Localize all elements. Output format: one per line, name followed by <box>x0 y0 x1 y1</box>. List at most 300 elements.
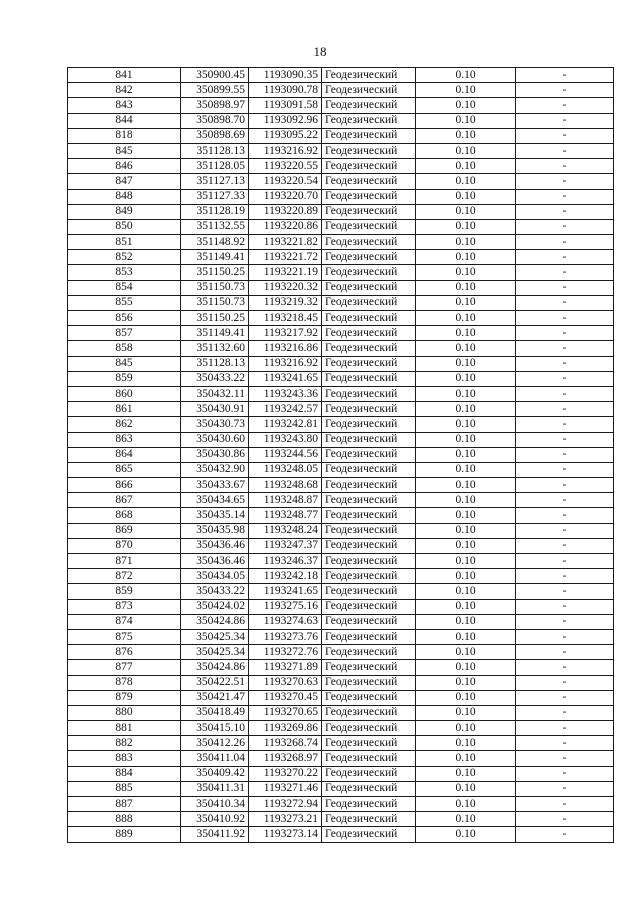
method-cell: Геодезический <box>322 189 416 204</box>
accuracy-cell: 0.10 <box>416 675 516 690</box>
x-coordinate-cell: 350898.70 <box>181 113 249 128</box>
note-cell: - <box>516 68 614 83</box>
point-number-cell: 864 <box>68 447 181 462</box>
accuracy-cell: 0.10 <box>416 584 516 599</box>
method-cell: Геодезический <box>322 68 416 83</box>
table-row <box>68 766 614 781</box>
method-cell: Геодезический <box>322 432 416 447</box>
x-coordinate-cell: 351127.13 <box>181 174 249 189</box>
point-number-cell: 848 <box>68 189 181 204</box>
note-cell: - <box>516 751 614 766</box>
note-cell: - <box>516 812 614 827</box>
note-cell: - <box>516 417 614 432</box>
method-cell: Геодезический <box>322 766 416 781</box>
x-coordinate-cell: 350436.46 <box>181 554 249 569</box>
y-coordinate-cell: 1193274.63 <box>249 614 322 629</box>
point-number-cell: 861 <box>68 402 181 417</box>
x-coordinate-cell: 350436.46 <box>181 538 249 553</box>
accuracy-cell: 0.10 <box>416 356 516 371</box>
x-coordinate-cell: 350421.47 <box>181 690 249 705</box>
table-row <box>68 675 614 690</box>
table-row <box>68 68 614 83</box>
method-cell: Геодезический <box>322 341 416 356</box>
note-cell: - <box>516 386 614 401</box>
table-row <box>68 402 614 417</box>
note-cell: - <box>516 341 614 356</box>
y-coordinate-cell: 1193218.45 <box>249 311 322 326</box>
accuracy-cell: 0.10 <box>416 128 516 143</box>
point-number-cell: 855 <box>68 295 181 310</box>
point-number-cell: 850 <box>68 219 181 234</box>
y-coordinate-cell: 1193270.63 <box>249 675 322 690</box>
note-cell: - <box>516 554 614 569</box>
method-cell: Геодезический <box>322 98 416 113</box>
x-coordinate-cell: 350432.11 <box>181 386 249 401</box>
x-coordinate-cell: 350899.55 <box>181 83 249 98</box>
point-number-cell: 882 <box>68 736 181 751</box>
x-coordinate-cell: 351127.33 <box>181 189 249 204</box>
y-coordinate-cell: 1193092.96 <box>249 113 322 128</box>
point-number-cell: 853 <box>68 265 181 280</box>
table-row <box>68 569 614 584</box>
table-row <box>68 98 614 113</box>
table-row <box>68 204 614 219</box>
method-cell: Геодезический <box>322 523 416 538</box>
table-row <box>68 827 614 842</box>
y-coordinate-cell: 1193272.76 <box>249 645 322 660</box>
x-coordinate-cell: 350424.86 <box>181 660 249 675</box>
point-number-cell: 863 <box>68 432 181 447</box>
note-cell: - <box>516 721 614 736</box>
y-coordinate-cell: 1193216.92 <box>249 356 322 371</box>
x-coordinate-cell: 350434.65 <box>181 493 249 508</box>
method-cell: Геодезический <box>322 736 416 751</box>
table-row <box>68 432 614 447</box>
method-cell: Геодезический <box>322 113 416 128</box>
x-coordinate-cell: 351128.13 <box>181 356 249 371</box>
note-cell: - <box>516 523 614 538</box>
accuracy-cell: 0.10 <box>416 447 516 462</box>
x-coordinate-cell: 350433.22 <box>181 584 249 599</box>
y-coordinate-cell: 1193270.22 <box>249 766 322 781</box>
table-row <box>68 721 614 736</box>
method-cell: Геодезический <box>322 386 416 401</box>
x-coordinate-cell: 350418.49 <box>181 705 249 720</box>
coordinates-table-body <box>68 68 614 843</box>
accuracy-cell: 0.10 <box>416 280 516 295</box>
method-cell: Геодезический <box>322 143 416 158</box>
note-cell: - <box>516 113 614 128</box>
method-cell: Геодезический <box>322 128 416 143</box>
accuracy-cell: 0.10 <box>416 766 516 781</box>
point-number-cell: 873 <box>68 599 181 614</box>
note-cell: - <box>516 675 614 690</box>
y-coordinate-cell: 1193220.86 <box>249 219 322 234</box>
method-cell: Геодезический <box>322 508 416 523</box>
accuracy-cell: 0.10 <box>416 98 516 113</box>
table-row <box>68 599 614 614</box>
point-number-cell: 879 <box>68 690 181 705</box>
note-cell: - <box>516 128 614 143</box>
accuracy-cell: 0.10 <box>416 812 516 827</box>
method-cell: Геодезический <box>322 690 416 705</box>
table-row <box>68 417 614 432</box>
accuracy-cell: 0.10 <box>416 204 516 219</box>
accuracy-cell: 0.10 <box>416 326 516 341</box>
method-cell: Геодезический <box>322 629 416 644</box>
method-cell: Геодезический <box>322 447 416 462</box>
method-cell: Геодезический <box>322 569 416 584</box>
x-coordinate-cell: 350411.04 <box>181 751 249 766</box>
point-number-cell: 874 <box>68 614 181 629</box>
coordinates-table <box>67 67 614 843</box>
note-cell: - <box>516 189 614 204</box>
note-cell: - <box>516 174 614 189</box>
method-cell: Геодезический <box>322 645 416 660</box>
accuracy-cell: 0.10 <box>416 614 516 629</box>
method-cell: Геодезический <box>322 675 416 690</box>
method-cell: Геодезический <box>322 280 416 295</box>
accuracy-cell: 0.10 <box>416 705 516 720</box>
x-coordinate-cell: 350424.02 <box>181 599 249 614</box>
method-cell: Геодезический <box>322 371 416 386</box>
table-row <box>68 371 614 386</box>
point-number-cell: 889 <box>68 827 181 842</box>
note-cell: - <box>516 629 614 644</box>
y-coordinate-cell: 1193216.86 <box>249 341 322 356</box>
y-coordinate-cell: 1193241.65 <box>249 584 322 599</box>
table-row <box>68 311 614 326</box>
note-cell: - <box>516 462 614 477</box>
table-row <box>68 250 614 265</box>
note-cell: - <box>516 295 614 310</box>
x-coordinate-cell: 351132.60 <box>181 341 249 356</box>
y-coordinate-cell: 1193273.21 <box>249 812 322 827</box>
x-coordinate-cell: 351128.13 <box>181 143 249 158</box>
y-coordinate-cell: 1193242.18 <box>249 569 322 584</box>
method-cell: Геодезический <box>322 827 416 842</box>
x-coordinate-cell: 350409.42 <box>181 766 249 781</box>
note-cell: - <box>516 143 614 158</box>
table-row <box>68 280 614 295</box>
point-number-cell: 871 <box>68 554 181 569</box>
y-coordinate-cell: 1193221.82 <box>249 235 322 250</box>
accuracy-cell: 0.10 <box>416 295 516 310</box>
y-coordinate-cell: 1193091.58 <box>249 98 322 113</box>
point-number-cell: 862 <box>68 417 181 432</box>
accuracy-cell: 0.10 <box>416 827 516 842</box>
accuracy-cell: 0.10 <box>416 265 516 280</box>
method-cell: Геодезический <box>322 584 416 599</box>
accuracy-cell: 0.10 <box>416 219 516 234</box>
point-number-cell: 842 <box>68 83 181 98</box>
method-cell: Геодезический <box>322 402 416 417</box>
y-coordinate-cell: 1193216.92 <box>249 143 322 158</box>
y-coordinate-cell: 1193220.54 <box>249 174 322 189</box>
x-coordinate-cell: 350434.05 <box>181 569 249 584</box>
method-cell: Геодезический <box>322 797 416 812</box>
note-cell: - <box>516 371 614 386</box>
table-row <box>68 219 614 234</box>
accuracy-cell: 0.10 <box>416 311 516 326</box>
table-row <box>68 447 614 462</box>
note-cell: - <box>516 402 614 417</box>
point-number-cell: 857 <box>68 326 181 341</box>
note-cell: - <box>516 690 614 705</box>
accuracy-cell: 0.10 <box>416 432 516 447</box>
note-cell: - <box>516 250 614 265</box>
note-cell: - <box>516 280 614 295</box>
point-number-cell: 847 <box>68 174 181 189</box>
table-row <box>68 523 614 538</box>
table-row <box>68 235 614 250</box>
x-coordinate-cell: 350432.90 <box>181 462 249 477</box>
accuracy-cell: 0.10 <box>416 174 516 189</box>
y-coordinate-cell: 1193220.55 <box>249 159 322 174</box>
table-row <box>68 326 614 341</box>
y-coordinate-cell: 1193246.37 <box>249 554 322 569</box>
x-coordinate-cell: 350433.22 <box>181 371 249 386</box>
accuracy-cell: 0.10 <box>416 478 516 493</box>
point-number-cell: 845 <box>68 356 181 371</box>
accuracy-cell: 0.10 <box>416 83 516 98</box>
method-cell: Геодезический <box>322 721 416 736</box>
table-row <box>68 189 614 204</box>
table-row <box>68 113 614 128</box>
table-row <box>68 508 614 523</box>
point-number-cell: 875 <box>68 629 181 644</box>
note-cell: - <box>516 432 614 447</box>
accuracy-cell: 0.10 <box>416 402 516 417</box>
method-cell: Геодезический <box>322 462 416 477</box>
point-number-cell: 845 <box>68 143 181 158</box>
accuracy-cell: 0.10 <box>416 781 516 796</box>
table-row <box>68 128 614 143</box>
y-coordinate-cell: 1193220.89 <box>249 204 322 219</box>
table-row <box>68 295 614 310</box>
method-cell: Геодезический <box>322 478 416 493</box>
table-row <box>68 736 614 751</box>
y-coordinate-cell: 1193219.32 <box>249 295 322 310</box>
method-cell: Геодезический <box>322 356 416 371</box>
note-cell: - <box>516 614 614 629</box>
y-coordinate-cell: 1193271.46 <box>249 781 322 796</box>
note-cell: - <box>516 356 614 371</box>
accuracy-cell: 0.10 <box>416 159 516 174</box>
y-coordinate-cell: 1193275.16 <box>249 599 322 614</box>
method-cell: Геодезический <box>322 311 416 326</box>
table-row <box>68 265 614 280</box>
accuracy-cell: 0.10 <box>416 797 516 812</box>
point-number-cell: 865 <box>68 462 181 477</box>
point-number-cell: 884 <box>68 766 181 781</box>
accuracy-cell: 0.10 <box>416 660 516 675</box>
note-cell: - <box>516 538 614 553</box>
note-cell: - <box>516 83 614 98</box>
accuracy-cell: 0.10 <box>416 493 516 508</box>
x-coordinate-cell: 350425.34 <box>181 629 249 644</box>
y-coordinate-cell: 1193221.19 <box>249 265 322 280</box>
note-cell: - <box>516 235 614 250</box>
accuracy-cell: 0.10 <box>416 189 516 204</box>
method-cell: Геодезический <box>322 781 416 796</box>
point-number-cell: 880 <box>68 705 181 720</box>
accuracy-cell: 0.10 <box>416 629 516 644</box>
accuracy-cell: 0.10 <box>416 417 516 432</box>
table-row <box>68 143 614 158</box>
x-coordinate-cell: 351149.41 <box>181 250 249 265</box>
method-cell: Геодезический <box>322 812 416 827</box>
x-coordinate-cell: 350410.92 <box>181 812 249 827</box>
point-number-cell: 854 <box>68 280 181 295</box>
method-cell: Геодезический <box>322 235 416 250</box>
x-coordinate-cell: 350415.10 <box>181 721 249 736</box>
table-row <box>68 462 614 477</box>
x-coordinate-cell: 350433.67 <box>181 478 249 493</box>
accuracy-cell: 0.10 <box>416 113 516 128</box>
note-cell: - <box>516 827 614 842</box>
note-cell: - <box>516 781 614 796</box>
x-coordinate-cell: 350430.86 <box>181 447 249 462</box>
x-coordinate-cell: 350435.98 <box>181 523 249 538</box>
point-number-cell: 876 <box>68 645 181 660</box>
y-coordinate-cell: 1193273.14 <box>249 827 322 842</box>
accuracy-cell: 0.10 <box>416 721 516 736</box>
x-coordinate-cell: 350422.51 <box>181 675 249 690</box>
y-coordinate-cell: 1193248.77 <box>249 508 322 523</box>
x-coordinate-cell: 350898.69 <box>181 128 249 143</box>
x-coordinate-cell: 350412.26 <box>181 736 249 751</box>
point-number-cell: 849 <box>68 204 181 219</box>
method-cell: Геодезический <box>322 599 416 614</box>
table-row <box>68 493 614 508</box>
x-coordinate-cell: 350435.14 <box>181 508 249 523</box>
point-number-cell: 869 <box>68 523 181 538</box>
note-cell: - <box>516 204 614 219</box>
point-number-cell: 872 <box>68 569 181 584</box>
note-cell: - <box>516 660 614 675</box>
x-coordinate-cell: 350430.91 <box>181 402 249 417</box>
point-number-cell: 887 <box>68 797 181 812</box>
x-coordinate-cell: 351132.55 <box>181 219 249 234</box>
y-coordinate-cell: 1193220.70 <box>249 189 322 204</box>
point-number-cell: 885 <box>68 781 181 796</box>
method-cell: Геодезический <box>322 751 416 766</box>
page-number: 18 <box>313 44 327 59</box>
method-cell: Геодезический <box>322 83 416 98</box>
table-row <box>68 812 614 827</box>
method-cell: Геодезический <box>322 554 416 569</box>
x-coordinate-cell: 351150.73 <box>181 280 249 295</box>
y-coordinate-cell: 1193221.72 <box>249 250 322 265</box>
note-cell: - <box>516 478 614 493</box>
note-cell: - <box>516 599 614 614</box>
note-cell: - <box>516 584 614 599</box>
point-number-cell: 859 <box>68 584 181 599</box>
accuracy-cell: 0.10 <box>416 554 516 569</box>
y-coordinate-cell: 1193095.22 <box>249 128 322 143</box>
y-coordinate-cell: 1193241.65 <box>249 371 322 386</box>
method-cell: Геодезический <box>322 326 416 341</box>
note-cell: - <box>516 326 614 341</box>
table-row <box>68 174 614 189</box>
point-number-cell: 843 <box>68 98 181 113</box>
note-cell: - <box>516 569 614 584</box>
accuracy-cell: 0.10 <box>416 386 516 401</box>
accuracy-cell: 0.10 <box>416 341 516 356</box>
table-row <box>68 751 614 766</box>
y-coordinate-cell: 1193090.78 <box>249 83 322 98</box>
point-number-cell: 888 <box>68 812 181 827</box>
y-coordinate-cell: 1193270.65 <box>249 705 322 720</box>
table-row <box>68 341 614 356</box>
note-cell: - <box>516 736 614 751</box>
table-row <box>68 797 614 812</box>
y-coordinate-cell: 1193268.74 <box>249 736 322 751</box>
x-coordinate-cell: 350900.45 <box>181 68 249 83</box>
x-coordinate-cell: 351150.25 <box>181 265 249 280</box>
table-row <box>68 83 614 98</box>
y-coordinate-cell: 1193243.36 <box>249 386 322 401</box>
method-cell: Геодезический <box>322 614 416 629</box>
x-coordinate-cell: 350430.60 <box>181 432 249 447</box>
point-number-cell: 859 <box>68 371 181 386</box>
table-row <box>68 781 614 796</box>
y-coordinate-cell: 1193248.05 <box>249 462 322 477</box>
table-row <box>68 629 614 644</box>
y-coordinate-cell: 1193090.35 <box>249 68 322 83</box>
x-coordinate-cell: 350430.73 <box>181 417 249 432</box>
x-coordinate-cell: 351150.25 <box>181 311 249 326</box>
note-cell: - <box>516 447 614 462</box>
method-cell: Геодезический <box>322 538 416 553</box>
accuracy-cell: 0.10 <box>416 751 516 766</box>
y-coordinate-cell: 1193242.57 <box>249 402 322 417</box>
y-coordinate-cell: 1193248.24 <box>249 523 322 538</box>
accuracy-cell: 0.10 <box>416 250 516 265</box>
table-row <box>68 478 614 493</box>
method-cell: Геодезический <box>322 265 416 280</box>
accuracy-cell: 0.10 <box>416 523 516 538</box>
note-cell: - <box>516 159 614 174</box>
y-coordinate-cell: 1193247.37 <box>249 538 322 553</box>
table-row <box>68 554 614 569</box>
point-number-cell: 868 <box>68 508 181 523</box>
point-number-cell: 851 <box>68 235 181 250</box>
x-coordinate-cell: 351150.73 <box>181 295 249 310</box>
note-cell: - <box>516 508 614 523</box>
point-number-cell: 841 <box>68 68 181 83</box>
x-coordinate-cell: 350411.31 <box>181 781 249 796</box>
table-row <box>68 645 614 660</box>
point-number-cell: 856 <box>68 311 181 326</box>
y-coordinate-cell: 1193217.92 <box>249 326 322 341</box>
point-number-cell: 866 <box>68 478 181 493</box>
accuracy-cell: 0.10 <box>416 690 516 705</box>
accuracy-cell: 0.10 <box>416 538 516 553</box>
y-coordinate-cell: 1193248.68 <box>249 478 322 493</box>
table-row <box>68 690 614 705</box>
method-cell: Геодезический <box>322 159 416 174</box>
y-coordinate-cell: 1193220.32 <box>249 280 322 295</box>
y-coordinate-cell: 1193244.56 <box>249 447 322 462</box>
accuracy-cell: 0.10 <box>416 235 516 250</box>
method-cell: Геодезический <box>322 204 416 219</box>
table-row <box>68 159 614 174</box>
y-coordinate-cell: 1193272.94 <box>249 797 322 812</box>
accuracy-cell: 0.10 <box>416 645 516 660</box>
x-coordinate-cell: 350411.92 <box>181 827 249 842</box>
